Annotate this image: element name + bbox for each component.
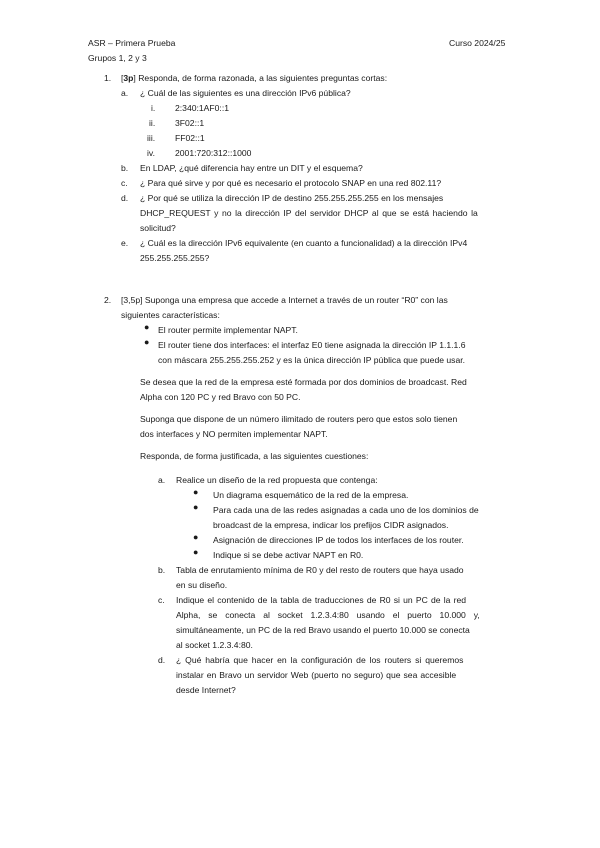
q1a-option-text: 2:340:1AF0::1 <box>175 103 229 113</box>
q2a-bullet-line: Un diagrama esquemático de la red de la empresa. <box>213 490 409 500</box>
q2-bullet-line: con máscara 255.255.255.252 y es la única dirección IP pública que puede usar. <box>158 355 466 365</box>
q1-header: [3p] Responda, de forma razonada, a las siguientes preguntas cortas: <box>121 73 388 83</box>
q1-intro: Responda, de forma razonada, a las siguientes preguntas cortas: <box>138 73 388 83</box>
q1-points: 3p <box>123 73 134 83</box>
q1e-marker: e. <box>121 238 129 248</box>
q2-para3: Responda, de forma justificada, a las siguientes cuestiones: <box>140 451 369 461</box>
q2-points: [3,5p] <box>121 295 143 305</box>
bullet-icon: ● <box>193 547 199 557</box>
q2-number: 2. <box>104 295 112 305</box>
q2c-line: Indique el contenido de la tabla de traducciones de R0 si un PC de la red <box>176 595 467 605</box>
q1d-line: DHCP_REQUEST y no la dirección IP del servidor DHCP al que se está haciendo la <box>140 208 478 218</box>
q1b-text: En LDAP, ¿qué diferencia hay entre un DIT y el esquema? <box>140 163 363 173</box>
q1-number: 1. <box>104 73 112 83</box>
header-left-title: ASR – Primera Prueba <box>88 38 176 48</box>
q1a-option-marker: iii. <box>147 133 156 143</box>
q2b-line: en su diseño. <box>176 580 228 590</box>
q1a-option-text: 3F02::1 <box>175 118 205 128</box>
q2d-marker: d. <box>158 655 166 665</box>
bullet-icon: ● <box>144 322 150 332</box>
q2b-marker: b. <box>158 565 166 575</box>
q2a-bullet-line: Indique si se debe activar NAPT en R0. <box>213 550 364 560</box>
q2a-bullet-line: Para cada una de las redes asignadas a cada uno de los dominios de <box>213 505 479 515</box>
q2-para2-line: dos interfaces y NO permiten implementar NAPT. <box>140 429 328 439</box>
q2c-line: al socket 1.2.3.4:80. <box>176 640 253 650</box>
q2d-line: ¿ Qué habría que hacer en la configuración de los routers si queremos <box>176 655 464 665</box>
q2a-text: Realice un diseño de la red propuesta que contenga: <box>176 475 378 485</box>
q2a-bullet-line: Asignación de direcciones IP de todos los interfaces de los router. <box>213 535 464 545</box>
header-course: Curso 2024/25 <box>449 38 506 48</box>
bullet-icon: ● <box>144 337 150 347</box>
q1e-line: 255.255.255.255? <box>140 253 210 263</box>
q2a-marker: a. <box>158 475 166 485</box>
q1a-marker: a. <box>121 88 129 98</box>
q2b-line: Tabla de enrutamiento mínima de R0 y del resto de routers que haya usado <box>176 565 464 575</box>
q1d-line: ¿ Por qué se utiliza la dirección IP de destino 255.255.255.255 en los mensajes <box>140 193 444 203</box>
q2d-line: instalar en Bravo un servidor Web (puerto no seguro) que sea accesible <box>176 670 457 680</box>
q1a-option-text: 2001:720:312::1000 <box>175 148 252 158</box>
q2-intro-line: siguientes características: <box>121 310 220 320</box>
q2-para1-line: Se desea que la red de la empresa esté formada por dos dominios de broadcast. Red <box>140 377 467 387</box>
q2c-marker: c. <box>158 595 165 605</box>
q1a-option-marker: i. <box>151 103 156 113</box>
q1a-option-text: FF02::1 <box>175 133 205 143</box>
q1d-line: solicitud? <box>140 223 176 233</box>
q2c-line: simultáneamente, un PC de la red Bravo usando el puerto 10.000 se conecta <box>176 625 470 635</box>
q1d-marker: d. <box>121 193 129 203</box>
q1c-marker: c. <box>121 178 128 188</box>
q1c-text: ¿ Para qué sirve y por qué es necesario el protocolo SNAP en una red 802.11? <box>140 178 442 188</box>
q1e-line: ¿ Cuál es la dirección IPv6 equivalente (en cuanto a funcionalidad) a la dirección IPv4 <box>140 238 468 248</box>
q2a-bullet-line: broadcast de la empresa, indicar los prefijos CIDR asignados. <box>213 520 449 530</box>
bullet-icon: ● <box>193 487 199 497</box>
q1b-marker: b. <box>121 163 129 173</box>
q2-intro-line: Suponga una empresa que accede a Internet a través de un router “R0” con las <box>144 295 448 305</box>
header-groups: Grupos 1, 2 y 3 <box>88 53 147 63</box>
q2-bullet-line: El router tiene dos interfaces: el interfaz E0 tiene asignada la dirección IP 1.1.1.6 <box>158 340 466 350</box>
q2c-line: Alpha, se conecta al socket 1.2.3.4:80 usando el puerto 10.000 y, <box>176 610 480 620</box>
bullet-icon: ● <box>193 532 199 542</box>
q2d-line: desde Internet? <box>176 685 236 695</box>
q1a-option-marker: ii. <box>149 118 156 128</box>
q2-bullet-line: El router permite implementar NAPT. <box>158 325 298 335</box>
q2-header <box>121 294 448 306</box>
q1a-text: ¿ Cuál de las siguientes es una dirección IPv6 pública? <box>140 88 351 98</box>
bullet-icon: ● <box>193 502 199 512</box>
q1a-option-marker: iv. <box>147 148 155 158</box>
q2-para2-line: Suponga que dispone de un número ilimitado de routers pero que estos solo tienen <box>140 414 458 424</box>
q2-para1-line: Alpha con 120 PC y red Bravo con 50 PC. <box>140 392 301 402</box>
